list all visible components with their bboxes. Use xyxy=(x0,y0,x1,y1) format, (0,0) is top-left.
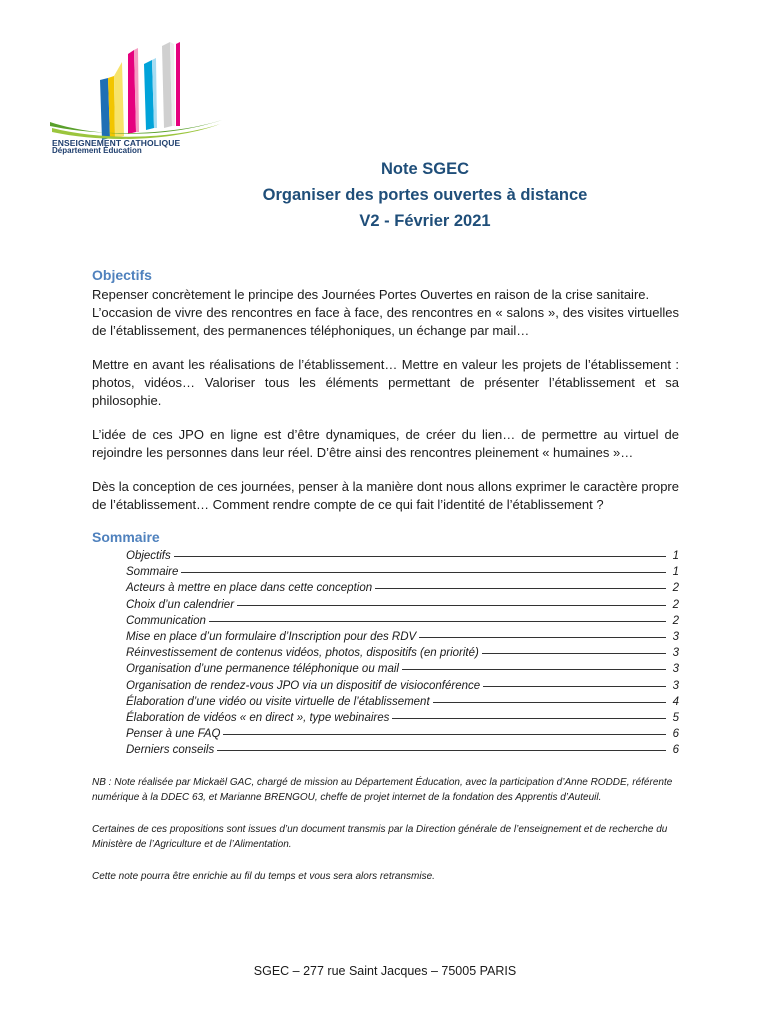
heading-objectifs: Objectifs xyxy=(92,267,152,283)
toc-entry-label: Communication xyxy=(126,614,206,627)
toc-entry-page: 3 xyxy=(672,679,679,692)
toc-entry-label: Élaboration de vidéos « en direct », type webinaires xyxy=(126,712,390,725)
toc-entry[interactable] xyxy=(126,645,679,661)
toc-entry[interactable] xyxy=(126,694,679,710)
toc-entry-page: 2 xyxy=(672,614,679,627)
toc-entry-label: Choix d’un calendrier xyxy=(126,598,235,611)
toc-entry-page: 6 xyxy=(672,728,679,741)
toc-leader-line xyxy=(419,637,666,638)
toc-entry-label: Sommaire xyxy=(126,566,179,579)
toc-leader-line xyxy=(433,702,666,703)
toc-entry-page: 1 xyxy=(672,566,679,579)
toc-entry-label: Objectifs xyxy=(126,550,171,562)
toc-leader-line xyxy=(402,669,666,670)
toc-entry[interactable] xyxy=(126,726,679,742)
note-author: NB : Note réalisée par Mickaël GAC, chargé de mission au Département Éducation, avec la participation d’Anne RODDE, référente numérique à la DDEC 63, et Marianne BRENGOU, cheffe de projet internet de la fondation des Apprentis d’Auteuil. xyxy=(92,776,673,804)
toc-leader-line xyxy=(482,653,666,654)
toc-entry-page: 6 xyxy=(672,744,679,757)
note-update: Cette note pourra être enrichie au fil du temps et vous sera alors retransmise. xyxy=(92,870,435,882)
table-of-contents xyxy=(126,548,679,759)
toc-entry[interactable] xyxy=(126,661,679,677)
toc-entry-page: 3 xyxy=(672,663,679,676)
toc-leader-line xyxy=(174,556,666,557)
title-line-2: Organiser des portes ouvertes à distance xyxy=(262,186,588,204)
toc-leader-line xyxy=(181,572,666,573)
toc-entry[interactable] xyxy=(126,710,679,726)
document-title xyxy=(230,156,620,234)
toc-entry-page: 3 xyxy=(672,631,679,644)
toc-entry-label: Penser à une FAQ xyxy=(126,728,221,741)
toc-entry-label: Acteurs à mettre en place dans cette conception xyxy=(126,582,373,595)
toc-entry[interactable] xyxy=(126,678,679,694)
toc-entry-page: 4 xyxy=(672,695,679,708)
toc-entry[interactable] xyxy=(126,564,679,580)
toc-entry[interactable] xyxy=(126,597,679,613)
paragraph-objectifs-3: Mettre en avant les réalisations de l’établissement… Mettre en valeur les projets de l’établissement : photos, vidéos… Valoriser tous les éléments permettant de présenter l’établissement et sa philosophie. xyxy=(92,357,679,408)
document-body xyxy=(92,266,679,884)
toc-entry-label: Organisation de rendez-vous JPO via un dispositif de visioconférence xyxy=(126,679,481,692)
toc-entry[interactable] xyxy=(126,629,679,645)
toc-entry-label: Mise en place d’un formulaire d’Inscription pour des RDV xyxy=(126,631,417,644)
toc-entry-label: Organisation d’une permanence téléphonique ou mail xyxy=(126,663,399,676)
toc-leader-line xyxy=(375,588,666,589)
title-line-1: Note SGEC xyxy=(380,160,469,178)
toc-entry[interactable] xyxy=(126,742,679,758)
toc-entry-label: Derniers conseils xyxy=(126,744,215,757)
title-line-3: V2 - Février 2021 xyxy=(359,212,491,230)
toc-entry[interactable] xyxy=(126,580,679,596)
toc-leader-line xyxy=(392,718,666,719)
logo-text-department: Département Éducation xyxy=(52,146,142,155)
note-source: Certaines de ces propositions sont issues d’un document transmis par la Direction générale de l’enseignement et de recherche du Ministère de l’Agriculture et de l’Alimentation. xyxy=(92,823,668,851)
paragraph-objectifs-1: Repenser concrètement le principe des Journées Portes Ouvertes en raison de la crise sanitaire. xyxy=(92,287,650,302)
toc-leader-line xyxy=(483,686,666,687)
heading-sommaire: Sommaire xyxy=(92,529,160,545)
page-footer: SGEC – 277 rue Saint Jacques – 75005 PARIS xyxy=(253,964,517,978)
toc-entry[interactable] xyxy=(126,613,679,629)
paragraph-objectifs-5: Dès la conception de ces journées, penser à la manière dont nous allons exprimer le caractère propre de l’établissement… Comment rendre compte de ce qui fait l’identité de l’établissement ? xyxy=(92,479,679,512)
toc-entry-label: Réinvestissement de contenus vidéos, photos, dispositifs (en priorité) xyxy=(126,647,479,660)
toc-entry-page: 2 xyxy=(672,598,679,611)
toc-entry-page: 1 xyxy=(672,550,679,562)
paragraph-objectifs-2: L’occasion de vivre des rencontres en face à face, des rencontres en « salons », des visites virtuelles de l’établissement, des permanences téléphoniques, un échange par mail… xyxy=(92,305,679,338)
toc-entry[interactable] xyxy=(126,548,679,564)
toc-entry-page: 2 xyxy=(672,582,679,595)
toc-entry-label: Élaboration d’une vidéo ou visite virtuelle de l’établissement xyxy=(126,695,430,708)
toc-entry-page: 5 xyxy=(672,712,679,725)
toc-leader-line xyxy=(217,750,666,751)
toc-entry-page: 3 xyxy=(672,647,679,660)
toc-leader-line xyxy=(209,621,666,622)
paragraph-objectifs-4: L’idée de ces JPO en ligne est d’être dynamiques, de créer du lien… de permettre au virtuel de rejoindre les personnes dans leur réel. D’être ainsi des rencontres pleinement « humaines »… xyxy=(92,427,679,460)
toc-leader-line xyxy=(223,734,666,735)
logo-text-organization: ENSEIGNEMENT CATHOLIQUE xyxy=(52,138,181,148)
toc-leader-line xyxy=(237,605,666,606)
